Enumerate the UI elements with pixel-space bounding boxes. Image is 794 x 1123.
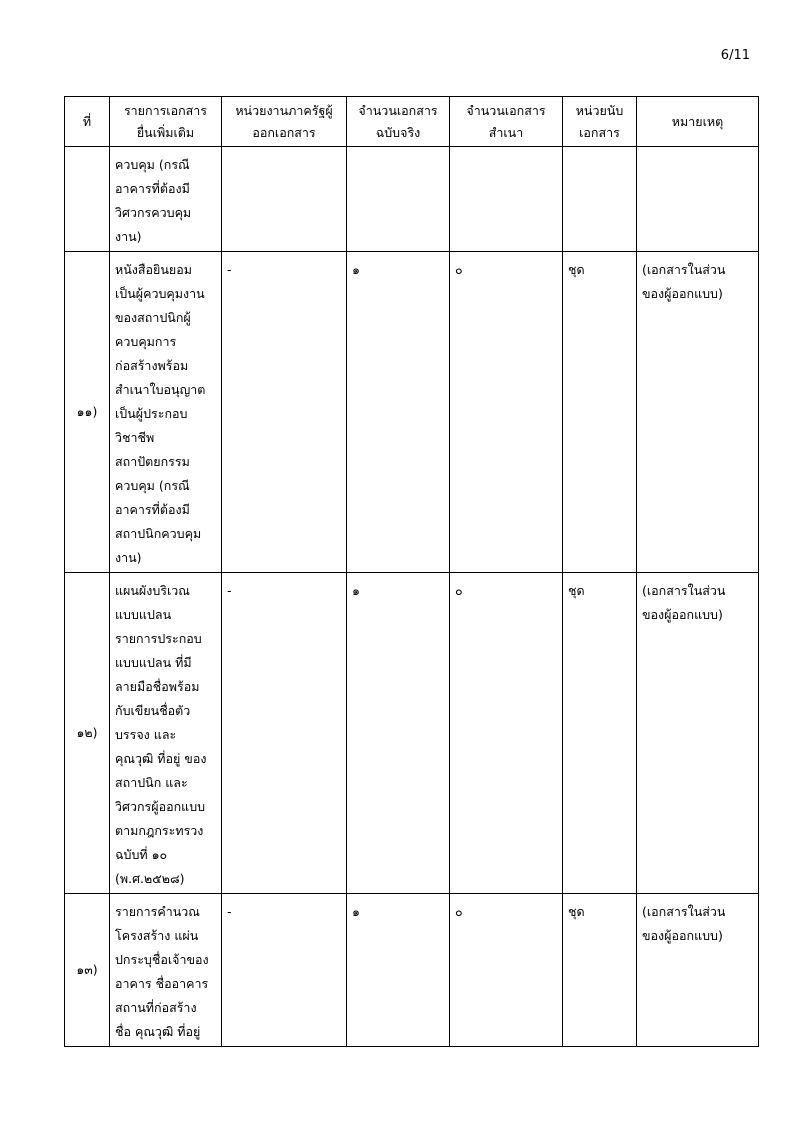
header-line: ยื่นเพิ่มเติม [136,124,195,140]
agency-cell [222,252,347,573]
remarks-line: ของผู้ออกแบบ) [642,928,723,943]
header-original-count [347,97,450,147]
document-line: แบบแปลน ที่มี [115,655,192,670]
document-line: สถานที่ก่อสร้าง [115,1000,197,1015]
document-line: ปกระบุชื่อเจ้าของ [115,952,209,967]
document-line: (พ.ศ.๒๕๒๘) [115,871,185,886]
header-line: หน่วยนับ [575,102,624,118]
remarks-line: (เอกสารในส่วน [642,262,726,277]
agency-cell [222,573,347,894]
original-count-cell [347,252,450,573]
row-number-cell [65,894,110,1047]
row-number-cell [65,573,110,894]
document-line: แบบแปลน [115,607,172,622]
document-line: ตามกฎกระทรวง [115,823,204,838]
document-line: โครงสร้าง แผ่น [115,928,199,943]
remarks-cell [637,147,759,252]
agency-cell [222,894,347,1047]
copy-count-cell [450,252,563,573]
document-line: อาคารที่ต้องมี [115,502,190,517]
agency-cell [222,147,347,252]
original-count: ๑ [352,904,360,919]
document-line: วิศวกรควบคุม [115,205,192,220]
page-number: 6/11 [720,48,750,63]
remarks-cell [637,894,759,1047]
table-header-row [65,97,759,147]
document-line: บรรจง และ [115,727,177,742]
document-line: ควบคุม (กรณี [115,478,190,493]
copy-count-cell [450,894,563,1047]
remarks-line: (เอกสารในส่วน [642,583,726,598]
document-line: สถาปนิกควบคุม [115,526,202,541]
row-number-cell [65,252,110,573]
header-line: จำนวนเอกสาร [358,102,438,118]
header-line: สำเนา [488,124,524,140]
row-number: ๑๓) [76,962,98,977]
original-count: ๑ [352,583,360,598]
header-line: ฉบับจริง [375,124,421,140]
original-count-cell [347,573,450,894]
header-line: หมายเหตุ [671,113,724,129]
remarks-line: (เอกสารในส่วน [642,904,726,919]
document-line: ก่อสร้างพร้อม [115,358,189,373]
copy-count: ๐ [455,904,463,919]
document-line: กับเขียนชื่อตัว [115,703,191,718]
document-line: งาน) [115,550,142,565]
original-count: ๑ [352,262,360,277]
document-line: วิศวกรผู้ออกแบบ [115,799,206,814]
unit: ชุด [568,583,585,598]
table-row [65,252,759,573]
header-line: จำนวนเอกสาร [466,102,546,118]
document-cell [110,894,222,1047]
unit: ชุด [568,262,585,277]
agency: - [227,904,232,919]
remarks-cell [637,573,759,894]
header-remarks [637,97,759,147]
header-no [65,97,110,147]
copy-count: ๐ [455,262,463,277]
document-line: วิชาชีพ [115,430,155,445]
unit-cell [563,252,637,573]
document-line: สำเนาใบอนุญาต [115,382,206,397]
original-count-cell [347,147,450,252]
header-copy-count [450,97,563,147]
document-line: แผนผังบริเวณ [115,583,190,598]
header-line: หน่วยงานภาครัฐผู้ [235,102,333,118]
document-line: ควบคุม (กรณี [115,157,190,172]
documents-table [64,96,759,1047]
document-cell [110,573,222,894]
table-row [65,573,759,894]
copy-count-cell [450,147,563,252]
unit: ชุด [568,904,585,919]
document-line: ชื่อ คุณวุฒิ ที่อยู่ [115,1024,201,1039]
document-line: รายการประกอบ [115,631,202,646]
document-line: รายการคำนวณ [115,904,200,919]
copy-count: ๐ [455,583,463,598]
row-number: ๑๑) [76,404,98,419]
unit-cell [563,894,637,1047]
agency: - [227,583,232,598]
document-line: งาน) [115,229,142,244]
document-line: ควบคุมการ [115,334,177,349]
header-line: ที่ [82,113,92,129]
document-line: หนังสือยินยอม [115,262,192,277]
document-line: ฉบับที่ ๑๐ [115,847,168,862]
table-row [65,147,759,252]
header-unit [563,97,637,147]
original-count-cell [347,894,450,1047]
unit-cell [563,147,637,252]
table-row [65,894,759,1047]
document-line: คุณวุฒิ ที่อยู่ ของ [115,751,207,766]
document-line: เป็นผู้ควบคุมงาน [115,286,205,301]
document-line: อาคารที่ต้องมี [115,181,190,196]
remarks-line: ของผู้ออกแบบ) [642,286,723,301]
document-line: สถาปัตยกรรม [115,454,190,469]
document-line: เป็นผู้ประกอบ [115,406,188,421]
header-line: รายการเอกสาร [123,102,208,118]
row-number-cell [65,147,110,252]
header-line: เอกสาร [579,124,620,140]
copy-count-cell [450,573,563,894]
document-cell [110,147,222,252]
remarks-cell [637,252,759,573]
agency: - [227,262,232,277]
document-line: สถาปนิก และ [115,775,188,790]
document-cell [110,252,222,573]
document-line: อาคาร ชื่ออาคาร [115,976,209,991]
document-line: ลายมือชื่อพร้อม [115,679,200,694]
header-document-list [110,97,222,147]
row-number: ๑๒) [76,725,98,740]
remarks-line: ของผู้ออกแบบ) [642,607,723,622]
unit-cell [563,573,637,894]
document-line: ของสถาปนิกผู้ [115,310,191,325]
header-issuing-agency [222,97,347,147]
header-line: ออกเอกสาร [252,124,316,140]
